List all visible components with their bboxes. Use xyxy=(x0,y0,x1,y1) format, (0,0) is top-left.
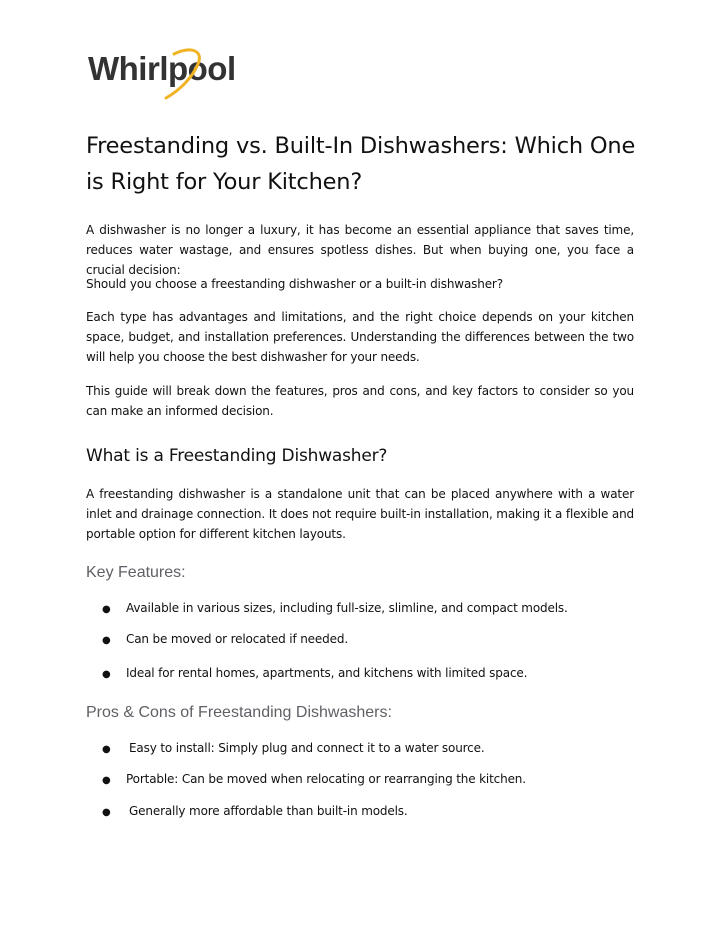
bullet-icon: ● xyxy=(102,669,111,680)
feature-text: Available in various sizes, including full-size, slimline, and compact models. xyxy=(126,601,568,615)
pros-list-item xyxy=(102,739,642,759)
pros-cons-heading: Pros & Cons of Freestanding Dishwashers: xyxy=(86,704,392,721)
intro-paragraph-3: Each type has advantages and limitations, and the right choice depends on your kitchen space, budget, and installation preferences. Understanding the differences between the two will help you choose the best dishwasher for your needs. xyxy=(86,310,634,364)
bullet-icon: ● xyxy=(102,807,111,818)
bullet-icon: ● xyxy=(102,635,111,646)
pros-text: Portable: Can be moved when relocating or rearranging the kitchen. xyxy=(126,772,526,786)
page-title: Freestanding vs. Built-In Dishwashers: Which One is Right for Your Kitchen? xyxy=(86,133,636,195)
bullet-icon: ● xyxy=(102,775,111,786)
pros-text: Easy to install: Simply plug and connect it to a water source. xyxy=(129,741,485,755)
section-heading-freestanding: What is a Freestanding Dishwasher? xyxy=(86,446,388,466)
feature-text: Can be moved or relocated if needed. xyxy=(126,632,348,646)
feature-list-item xyxy=(102,630,642,650)
svg-text:Whirlpool: Whirlpool xyxy=(88,50,236,87)
feature-text: Ideal for rental homes, apartments, and kitchens with limited space. xyxy=(126,666,528,680)
pros-text: Generally more affordable than built-in models. xyxy=(129,804,408,818)
freestanding-description: A freestanding dishwasher is a standalone unit that can be placed anywhere with a water inlet and drainage connection. It does not require built-in installation, making it a flexible and portable option for different kitchen layouts. xyxy=(86,487,634,541)
whirlpool-logo-graphic xyxy=(86,44,256,106)
whirlpool-logo xyxy=(86,44,256,106)
bullet-icon: ● xyxy=(102,744,111,755)
feature-list-item xyxy=(102,664,642,684)
pros-list-item xyxy=(102,770,642,790)
intro-paragraph-1: A dishwasher is no longer a luxury, it has become an essential appliance that saves time, reduces water wastage, and ensures spotless dishes. But when buying one, you face a crucial decision: xyxy=(86,223,634,277)
intro-paragraph-4: This guide will break down the features, pros and cons, and key factors to consider so you can make an informed decision. xyxy=(86,384,634,418)
intro-paragraph-2: Should you choose a freestanding dishwasher or a built-in dishwasher? xyxy=(86,277,503,291)
pros-list-item xyxy=(102,802,642,822)
feature-list-item xyxy=(102,599,642,619)
bullet-icon: ● xyxy=(102,604,111,615)
key-features-heading: Key Features: xyxy=(86,564,186,581)
